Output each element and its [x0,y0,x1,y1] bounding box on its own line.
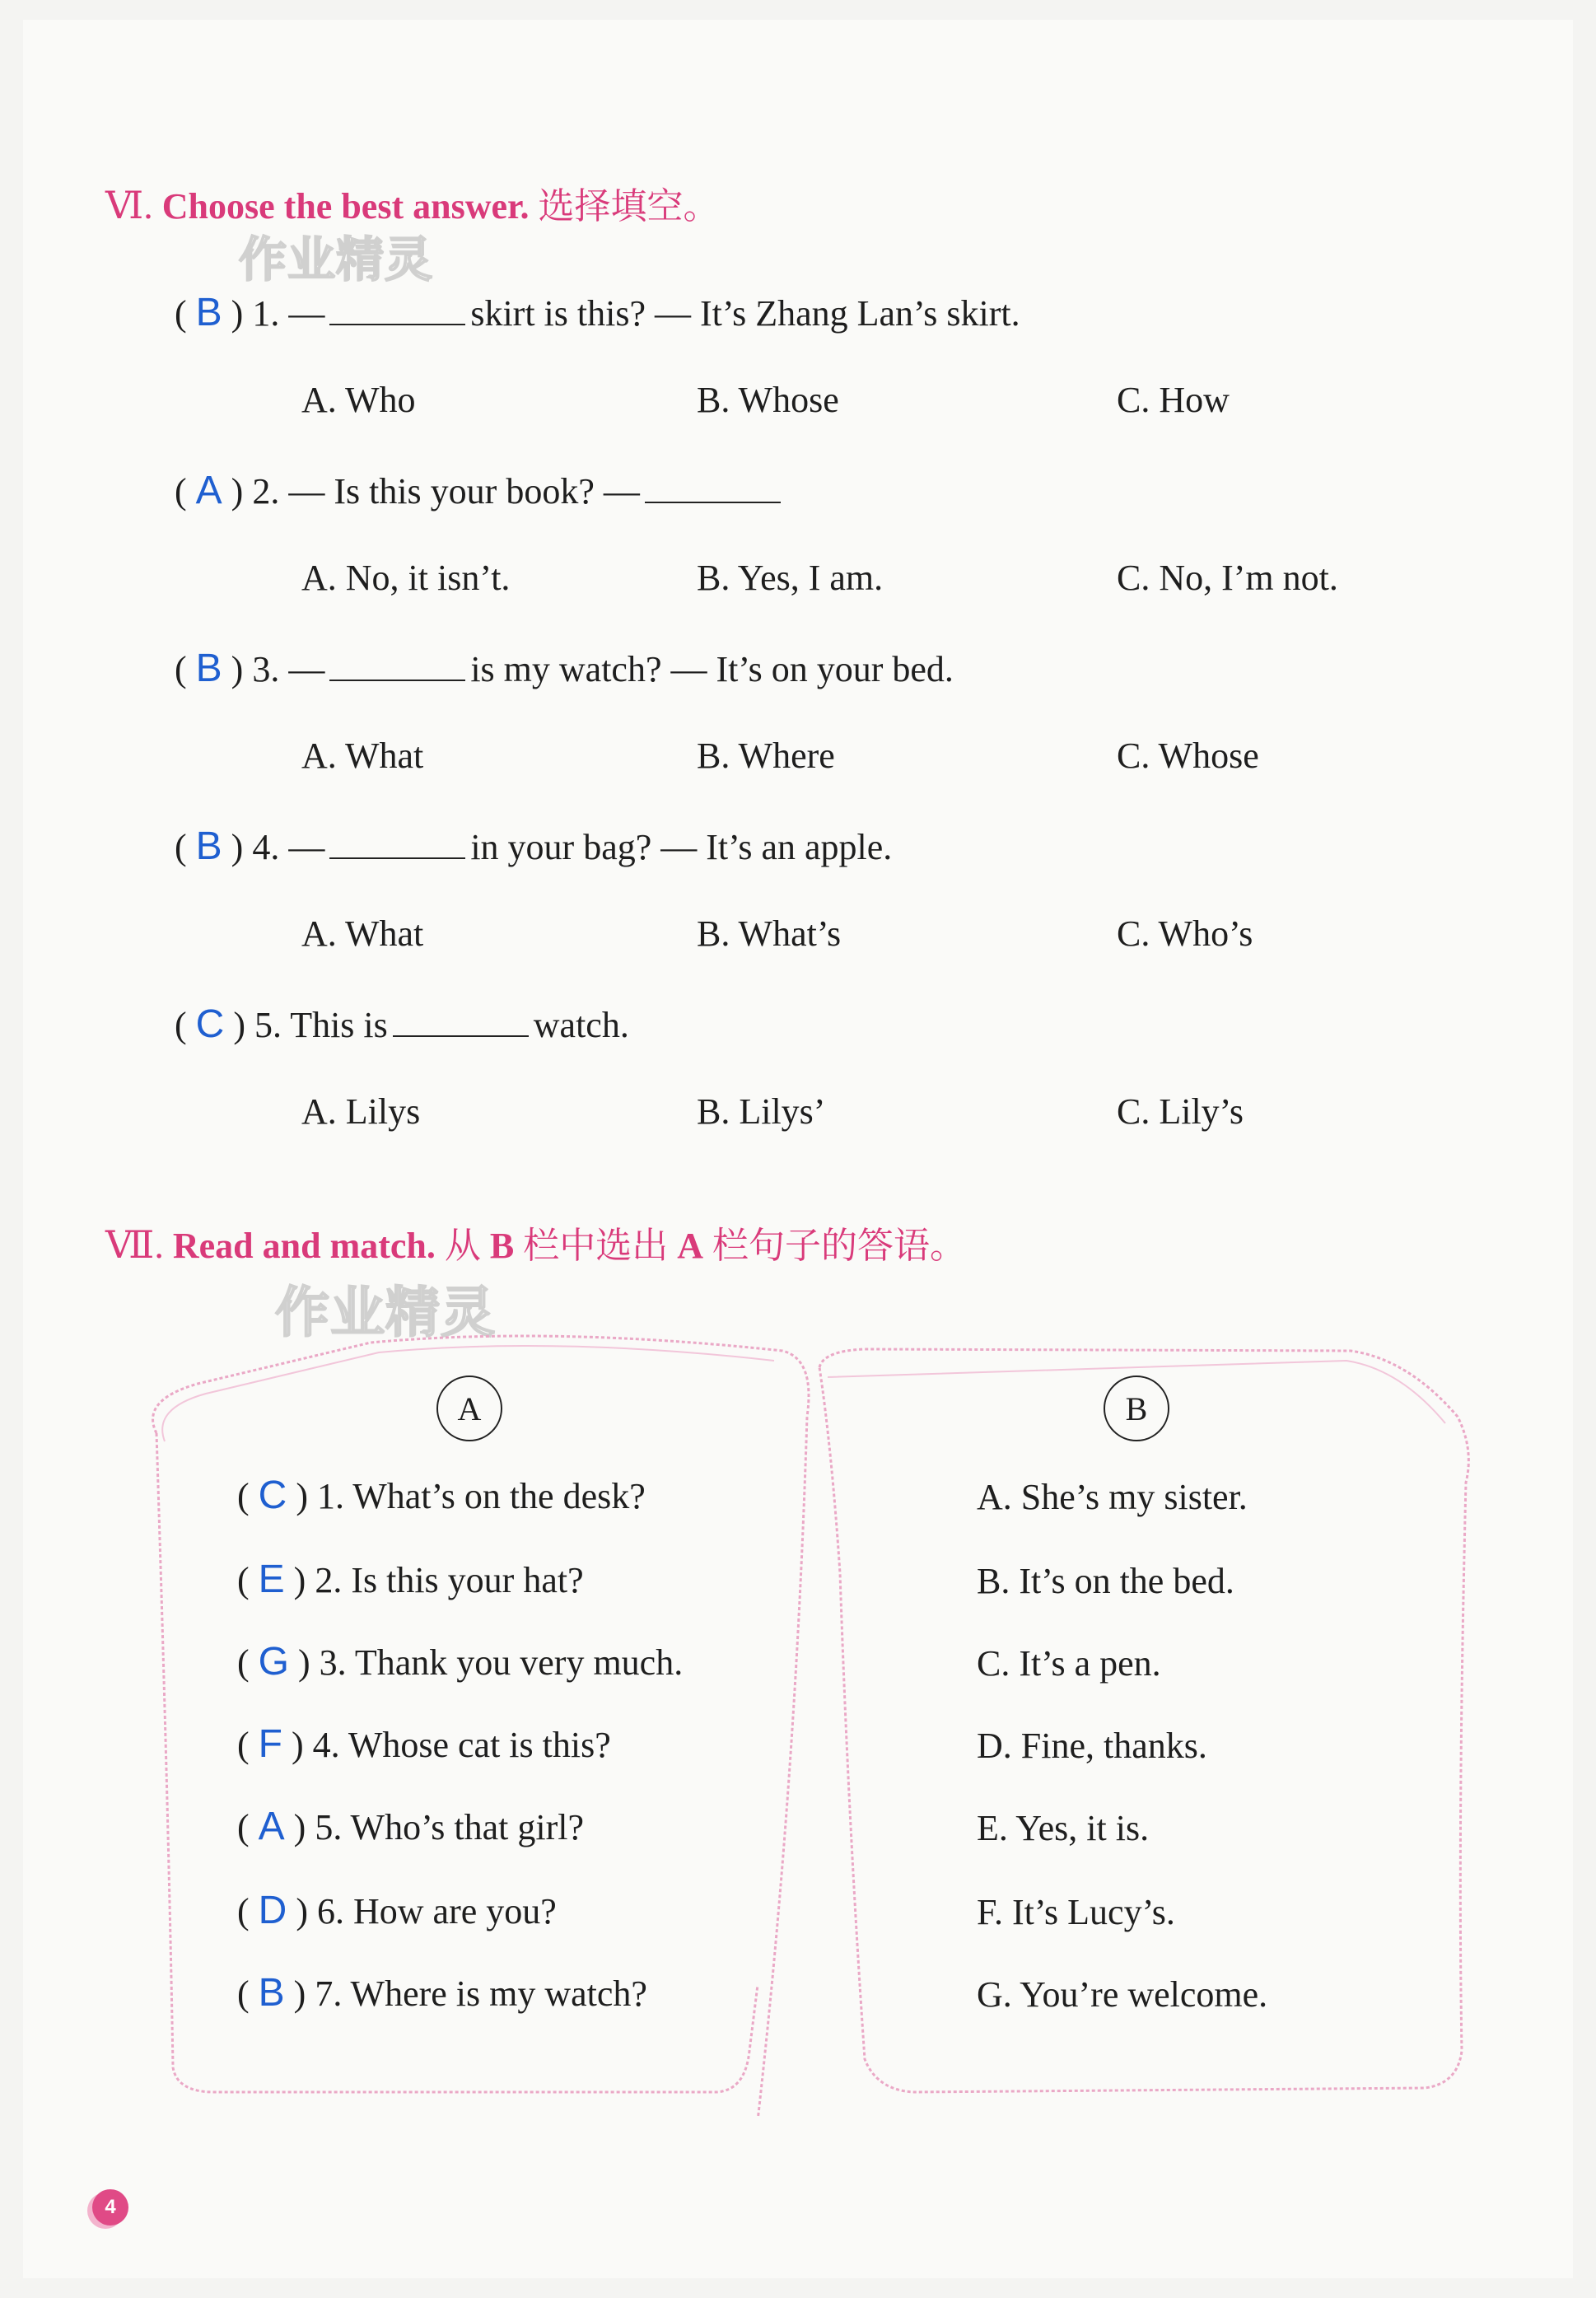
match-answer[interactable]: C [258,1474,287,1517]
match-answer[interactable]: F [258,1722,282,1766]
question-reply: — It’s an apple. [660,827,893,867]
watermark-logo: 作业精灵 [239,231,434,287]
option-c[interactable]: C. No, I’m not. [1117,558,1338,598]
match-item-a-6: ( D ) 6. How are you? [237,1889,557,1932]
option-b[interactable]: B. Lilys’ [697,1091,826,1132]
match-answer[interactable]: E [258,1558,285,1601]
option-c[interactable]: C. Who’s [1117,913,1253,954]
match-item-b-a: A. She’s my sister. [977,1477,1248,1517]
question-suffix: watch. [533,1005,629,1045]
match-answer[interactable]: D [258,1889,287,1932]
question-4: ( B ) 4. — in your bag? — It’s an apple. [175,824,893,868]
section-7-heading [105,1216,966,1268]
question-number: 1. [252,293,280,334]
match-item-b-e: E. Yes, it is. [977,1808,1150,1848]
match-item-a-1: ( C ) 1. What’s on the desk? [237,1474,646,1517]
match-item-a-3: ( G ) 3. Thank you very much. [237,1640,684,1684]
section-7-roman: Ⅶ. [105,1224,164,1266]
question-number: 4. [252,827,280,867]
match-answer[interactable]: A [258,1805,285,1848]
question-reply: — [603,471,640,511]
answer-mark: B [195,291,222,334]
match-question-text: 6. How are you? [316,1891,557,1931]
match-item-b-f: F. It’s Lucy’s. [977,1892,1175,1932]
question-prefix: — [288,649,325,689]
section-6-title-cn: 选择填空。 [538,186,720,227]
watermark-logo: 作业精灵 [275,1281,496,1344]
option-a[interactable]: A. What [301,913,424,954]
option-a[interactable]: A. Lilys [301,1091,421,1132]
option-c[interactable]: C. Whose [1117,736,1259,776]
page-number: 4 [105,2196,116,2218]
match-answer[interactable]: B [258,1971,285,2015]
section-7-title-cn-3: 栏句子的答语。 [712,1226,967,1266]
match-question-text: 2. Is this your hat? [315,1560,584,1600]
option-a[interactable]: A. No, it isn’t. [301,558,511,598]
match-question-text: 7. Where is my watch? [315,1973,647,2014]
match-item-b-d: D. Fine, thanks. [977,1726,1207,1766]
answer-blank[interactable] [329,829,465,859]
section-7-title-b: B [489,1226,515,1266]
option-b[interactable]: B. Yes, I am. [697,558,884,598]
question-suffix: skirt is this? [470,293,646,334]
option-a[interactable]: A. Who [301,380,416,420]
section-7-title-en: Read and match. [172,1226,436,1266]
match-question-text: 5. Who’s that girl? [315,1807,585,1847]
section-6-title-en: Choose the best answer. [161,186,530,227]
match-question-text: 4. Whose cat is this? [312,1725,611,1765]
question-prefix: — [288,293,325,334]
section-7-title-cn-1: 从 [444,1226,481,1266]
question-suffix: is my watch? [470,649,662,689]
option-b[interactable]: B. Whose [697,380,839,420]
column-a-label: A [436,1376,502,1441]
section-7-title-cn-2: 栏中选出 [523,1226,669,1266]
question-suffix: in your bag? [470,827,652,867]
section-6-roman: Ⅵ. [105,184,153,227]
answer-blank[interactable] [329,296,465,325]
answer-mark: A [195,469,222,512]
question-reply: — It’s on your bed. [670,649,954,689]
match-item-a-7: ( B ) 7. Where is my watch? [237,1971,647,2015]
option-a[interactable]: A. What [301,736,424,776]
question-number: 3. [252,649,280,689]
question-1: ( B ) 1. — skirt is this? — It’s Zhang Lan’s skirt. [175,291,1020,334]
option-b[interactable]: B. What’s [697,913,842,954]
match-item-a-5: ( A ) 5. Who’s that girl? [237,1805,585,1848]
question-2: ( A ) 2. — Is this your book? — [175,468,786,513]
answer-blank[interactable] [645,474,781,503]
page-number-badge [92,2189,128,2226]
match-question-text: 3. Thank you very much. [319,1642,684,1683]
question-number: 5. [254,1005,282,1045]
question-number: 2. [252,471,280,511]
option-b[interactable]: B. Where [697,736,835,776]
option-c[interactable]: C. How [1117,380,1230,420]
answer-mark: C [195,1002,225,1046]
question-5: ( C ) 5. This is watch. [175,1002,629,1046]
section-7-title-a: A [677,1226,704,1266]
option-c[interactable]: C. Lily’s [1117,1091,1244,1132]
match-answer[interactable]: G [258,1640,289,1684]
question-prefix: — Is this your book? [288,471,595,511]
answer-mark: B [195,824,222,868]
question-prefix: — [288,827,325,867]
match-question-text: 1. What’s on the desk? [316,1476,646,1516]
answer-blank[interactable] [393,1007,529,1037]
match-item-b-g: G. You’re welcome. [977,1974,1268,2015]
match-item-a-4: ( F ) 4. Whose cat is this? [237,1722,611,1766]
question-3: ( B ) 3. — is my watch? — It’s on your bed. [175,647,954,690]
match-item-b-c: C. It’s a pen. [977,1643,1161,1684]
answer-mark: B [195,647,222,690]
column-b-label: B [1104,1376,1169,1441]
question-prefix: This is [290,1005,388,1045]
answer-blank[interactable] [329,652,465,681]
match-item-b-b: B. It’s on the bed. [977,1561,1234,1601]
question-reply: — It’s Zhang Lan’s skirt. [655,293,1020,334]
match-item-a-2: ( E ) 2. Is this your hat? [237,1558,584,1601]
